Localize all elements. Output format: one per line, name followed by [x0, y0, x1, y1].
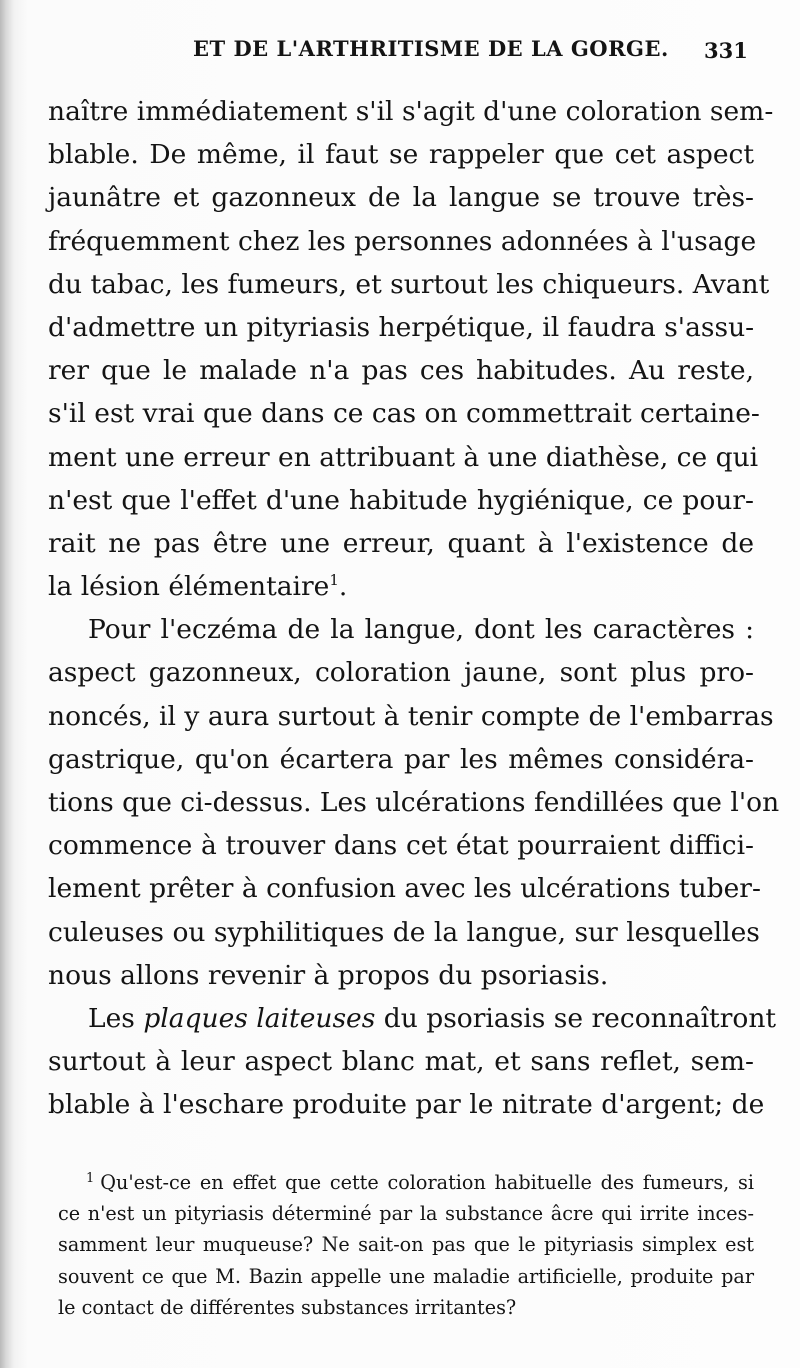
footnote-line [58, 1167, 754, 1198]
paragraph-end-text: la lésion élémentaire [48, 571, 330, 603]
footnote-marker: 1 [86, 1170, 95, 1186]
text-line: aspect gazonneux, coloration jaune, sont plus pro- [48, 657, 754, 689]
page-header [0, 36, 800, 70]
text-line: s'il est vrai que dans ce cas on commettrait certaine- [48, 398, 760, 430]
text-line: du tabac, les fumeurs, et surtout les chiqueurs. Avant [48, 268, 770, 300]
footnote-line: le contact de différentes substances irritantes? [58, 1295, 517, 1319]
text-line: blable à l'eschare produite par le nitrate d'argent; de [48, 1089, 765, 1121]
text-line: nous allons revenir à propos du psoriasis. [48, 959, 609, 991]
text-line: blable. De même, il faut se rappeler que cet aspect [48, 139, 754, 171]
text-line: Pour l'eczéma de la langue, dont les caractères : [88, 614, 754, 646]
page-number: 331 [704, 38, 748, 63]
footnote-line: ce n'est un pityriasis déterminé par la substance âcre qui irrite inces- [58, 1202, 754, 1226]
text-line [48, 565, 754, 608]
text-line: lement prêter à confusion avec les ulcérations tuber- [48, 873, 761, 905]
text-line: d'admettre un pityriasis herpétique, il faudra s'assu- [48, 311, 755, 343]
italic-term: plaques laiteuses [143, 1002, 376, 1034]
text-line: fréquemment chez les personnes adonnées à l'usage [48, 225, 757, 257]
text-line: n'est que l'effet d'une habitude hygiénique, ce pour- [48, 484, 754, 516]
footnote-reference[interactable]: 1 [329, 571, 339, 590]
text-line: surtout à leur aspect blanc mat, et sans reflet, sem- [48, 1046, 754, 1078]
footnote-text: Qu'est-ce en effet que cette coloration habituelle des fumeurs, si [100, 1171, 754, 1194]
text-line: tions que ci-dessus. Les ulcérations fendillées que l'on [48, 787, 780, 818]
running-title: ET DE L'ARTHRITISME DE LA GORGE. [193, 36, 669, 61]
text-line: culeuses ou syphilitiques de la langue, sur lesquelles [48, 916, 760, 948]
text-line: ment une erreur en attribuant à une diathèse, ce qui [48, 441, 759, 473]
para3-lead: Les [88, 1002, 135, 1034]
text-line: rait ne pas être une erreur, quant à l'existence de [48, 527, 754, 559]
para3-rest: du psoriasis se reconnaîtront [383, 1002, 777, 1034]
footnote-line: souvent ce que M. Bazin appelle une maladie artificielle, produite par [58, 1264, 754, 1288]
paragraph-end-punct: . [338, 571, 348, 603]
text-line: naître immédiatement s'il s'agit d'une coloration sem- [48, 96, 774, 127]
footnote [58, 1167, 754, 1323]
text-line: jaunâtre et gazonneux de la langue se trouve très- [48, 182, 754, 214]
body-text [48, 90, 780, 1127]
text-line: gastrique, qu'on écartera par les mêmes considéra- [48, 743, 754, 775]
text-line [48, 997, 777, 1040]
text-line: noncés, il y aura surtout à tenir compte de l'embarras [48, 700, 774, 732]
footnote-line: samment leur muqueuse? Ne sait-on pas que le pityriasis simplex est [58, 1233, 754, 1257]
text-line: commence à trouver dans cet état pourraient diffici- [48, 830, 754, 862]
text-line: rer que le malade n'a pas ces habitudes. Au reste, [48, 355, 754, 387]
